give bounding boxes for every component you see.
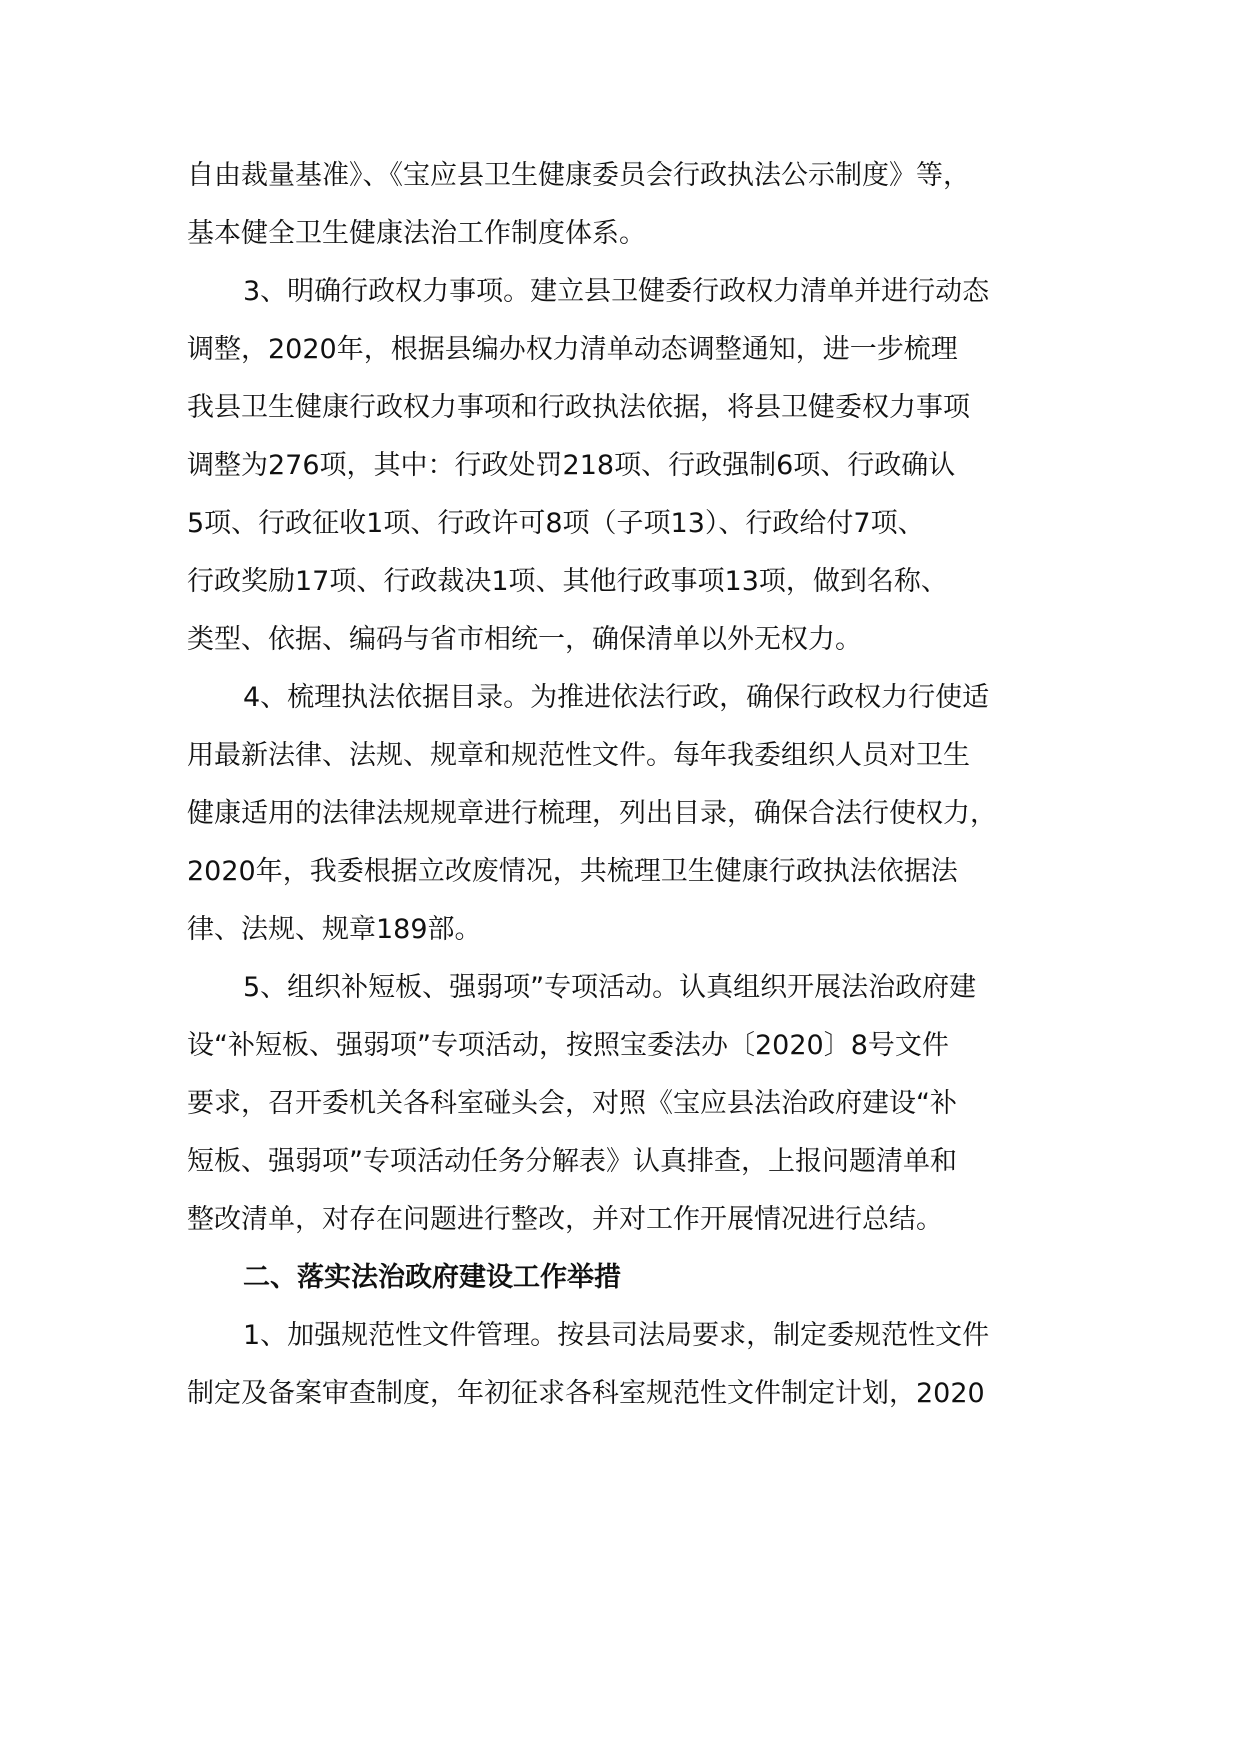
paragraph-start-line: 5、组织补短板、强弱项”专项活动。认真组织开展法治政府建 <box>243 972 977 1003</box>
text-line: 自由裁量基准》、《宝应县卫生健康委员会行政执法公示制度》等， <box>187 160 970 191</box>
text-line: 2020年，我委根据立改废情况，共梳理卫生健康行政执法依据法 <box>187 856 958 887</box>
text-line: 基本健全卫生健康法治工作制度体系。 <box>187 218 646 249</box>
text-line: 律、法规、规章189部。 <box>187 914 482 945</box>
paragraph-start-line: 3、明确行政权力事项。建立县卫健委行政权力清单并进行动态 <box>243 276 990 307</box>
text-line: 5项、行政征收1项、行政许可8项（子项13）、行政给付7项、 <box>187 508 925 539</box>
text-line: 调整，2020年，根据县编办权力清单动态调整通知，进一步梳理 <box>187 334 958 365</box>
text-line: 要求，召开委机关各科室碰头会，对照《宝应县法治政府建设“补 <box>187 1088 957 1119</box>
text-line: 类型、依据、编码与省市相统一，确保清单以外无权力。 <box>187 624 862 655</box>
text-line: 制定及备案审查制度，年初征求各科室规范性文件制定计划，2020 <box>187 1378 985 1409</box>
text-line: 设“补短板、强弱项”专项活动，按照宝委法办〔2020〕8号文件 <box>187 1030 949 1061</box>
text-line: 调整为276项，其中：行政处罚218项、行政强制6项、行政确认 <box>187 450 956 481</box>
text-line: 短板、强弱项”专项活动任务分解表》认真排查，上报问题清单和 <box>187 1146 957 1177</box>
paragraph-start-line: 1、加强规范性文件管理。按县司法局要求，制定委规范性文件 <box>243 1320 990 1351</box>
section-heading: 二、落实法治政府建设工作举措 <box>243 1262 621 1293</box>
paragraph-start-line: 4、梳理执法依据目录。为推进依法行政，确保行政权力行使适 <box>243 682 990 713</box>
text-line: 整改清单，对存在问题进行整改，并对工作开展情况进行总结。 <box>187 1204 943 1235</box>
text-line: 我县卫生健康行政权力事项和行政执法依据，将县卫健委权力事项 <box>187 392 970 423</box>
text-line: 用最新法律、法规、规章和规范性文件。每年我委组织人员对卫生 <box>187 740 970 771</box>
text-line: 行政奖励17项、行政裁决1项、其他行政事项13项，做到名称、 <box>187 566 948 597</box>
text-line: 健康适用的法律法规规章进行梳理，列出目录，确保合法行使权力， <box>187 798 997 829</box>
